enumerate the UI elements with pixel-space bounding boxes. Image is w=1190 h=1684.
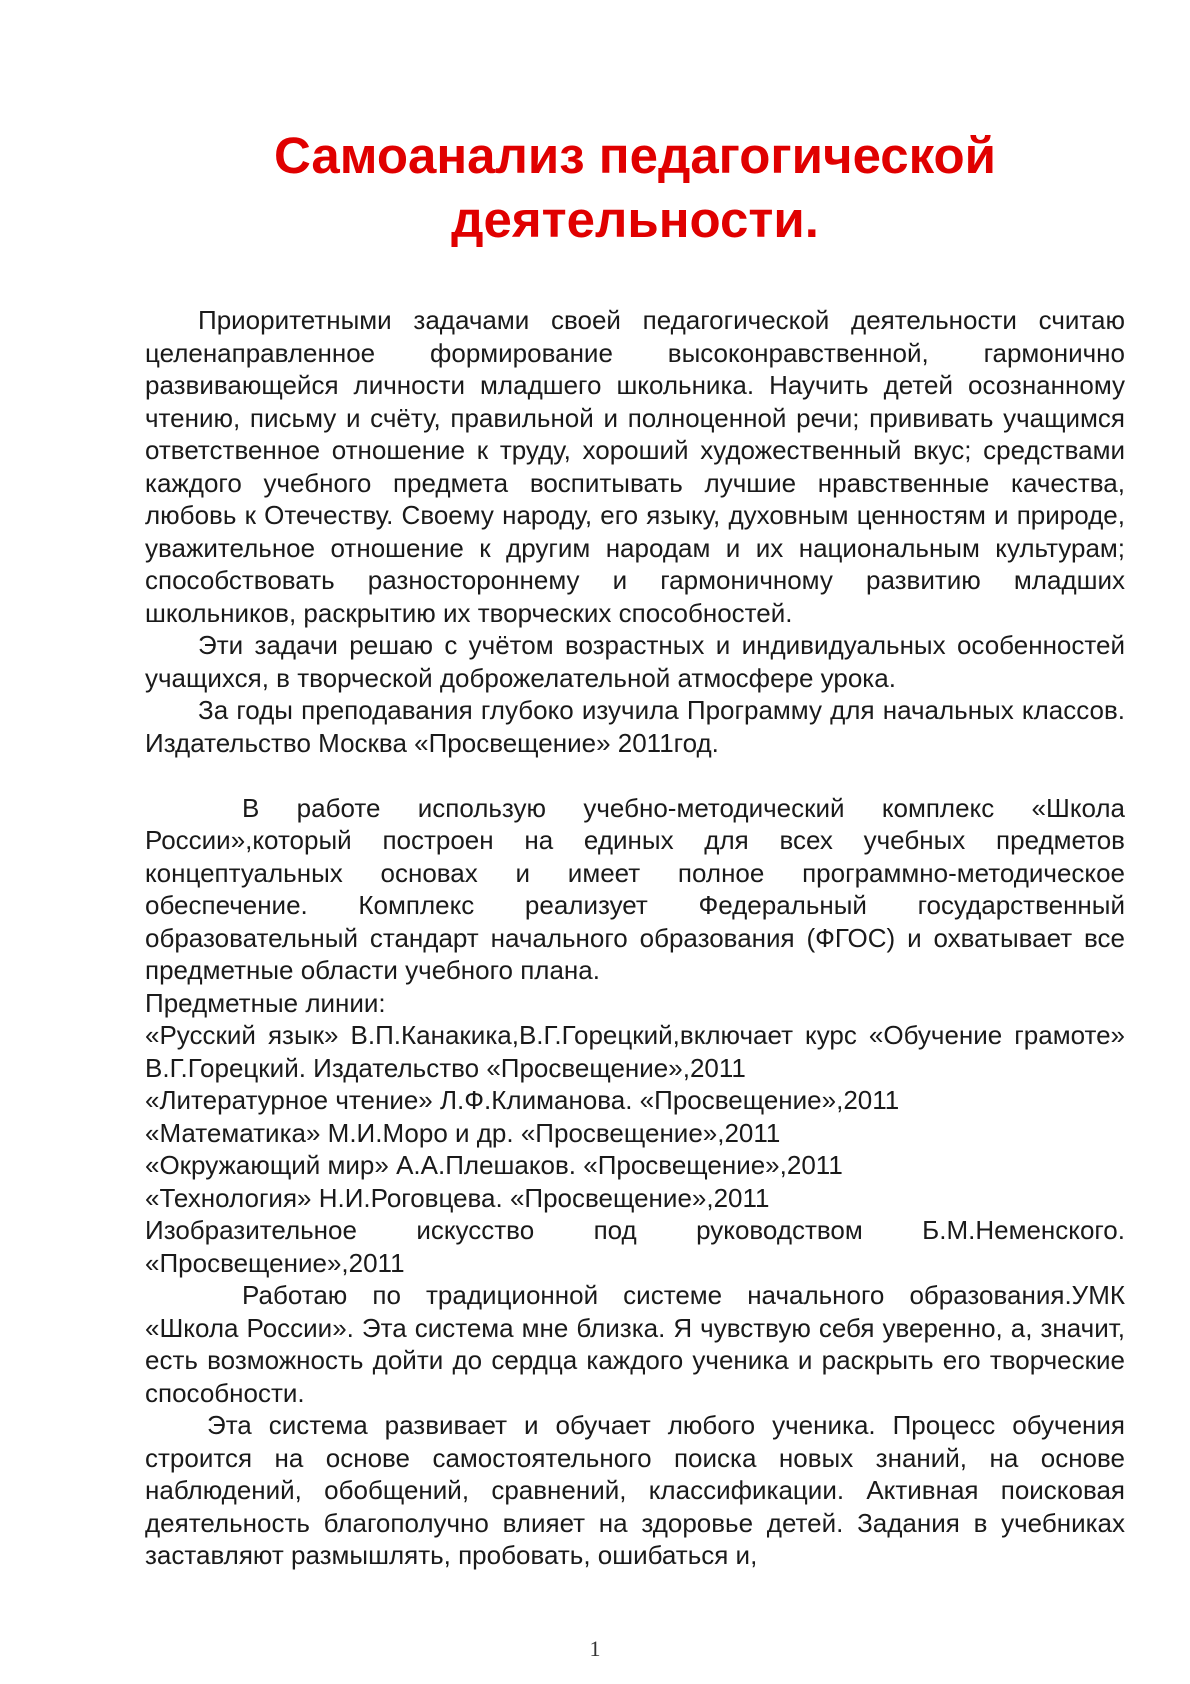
paragraph-tasks: Эти задачи решаю с учётом возрастных и индивидуальных особенностей учащихся, в творческой доброжелательной атмосфере урока. [145,630,1125,693]
subject-math: «Математика» М.И.Моро и др. «Просвещение»,2011 [145,1117,781,1148]
page-number: 1 [589,1636,601,1661]
document-body [145,304,1125,1572]
subject-technology: «Технология» Н.И.Роговцева. «Просвещение»,2011 [145,1182,770,1213]
paragraph-spacer [145,759,1125,792]
paragraph-traditional-system: Работаю по традиционной системе начального образования.УМК «Школа России». Эта система мне близка. Я чувствую себя уверенно, а, значит, есть возможность дойти до сердца каждого ученика и раскрыть его творческие способности. [145,1280,1125,1408]
paragraph-umk: В работе использую учебно-методический комплекс «Школа России»,который построен на единых для всех учебных предметов концептуальных основах и имеет полное программно-методическое обеспечение. Комплекс реализует Федеральный государственный образовательный стандарт начального образования (ФГОС) и охватывает все предметные области учебного плана. [145,792,1125,985]
title-line-1: Самоанализ педагогической [273,127,997,184]
paragraph-system-develops: Эта система развивает и обучает любого ученика. Процесс обучения строится на основе самостоятельного поиска новых знаний, на основе наблюдений, обобщений, сравнений, классификации. Активная поисковая деятельность благополучно влияет на здоровье детей. Задания в учебниках заставляют размышлять, пробовать, ошибаться и, [145,1410,1125,1570]
paragraph-program: За годы преподавания глубоко изучила Программу для начальных классов. Издательство Москва «Просвещение» 2011год. [145,695,1125,758]
subject-russian: «Русский язык» В.П.Канакика,В.Г.Горецкий,включает курс «Обучение грамоте» В.Г.Горецкий. Издательство «Просвещение»,2011 [145,1020,1125,1083]
subject-art-publisher: «Просвещение»,2011 [145,1247,405,1278]
subject-art: Изобразительное искусство под руководством Б.М.Неменского. [145,1215,1125,1245]
subject-reading: «Литературное чтение» Л.Ф.Климанова. «Просвещение»,2011 [145,1085,900,1115]
subject-world: «Окружающий мир» А.А.Плешаков. «Просвещение»,2011 [145,1150,843,1180]
paragraph-priorities: Приоритетными задачами своей педагогической деятельности считаю целенаправленное формирование высоконравственной, гармонично развивающейся личности младшего школьника. Научить детей осознанному чтению, письму и счёту, правильной и полноценной речи; прививать учащимся ответственное отношение к труду, хороший художественный вкус; средствами каждого учебного предмета воспитывать лучшие нравственные качества, любовь к Отечеству. Своему народу, его языку, духовным ценностям и природе, уважительное отношение к другим народам и их национальным культурам; способствовать разностороннему и гармоничному развитию младших школьников, раскрытию их творческих способностей. [145,305,1125,628]
title-line-2: деятельности. [451,191,819,248]
subjects-heading: Предметные линии: [145,987,386,1018]
page-title [145,124,1125,252]
